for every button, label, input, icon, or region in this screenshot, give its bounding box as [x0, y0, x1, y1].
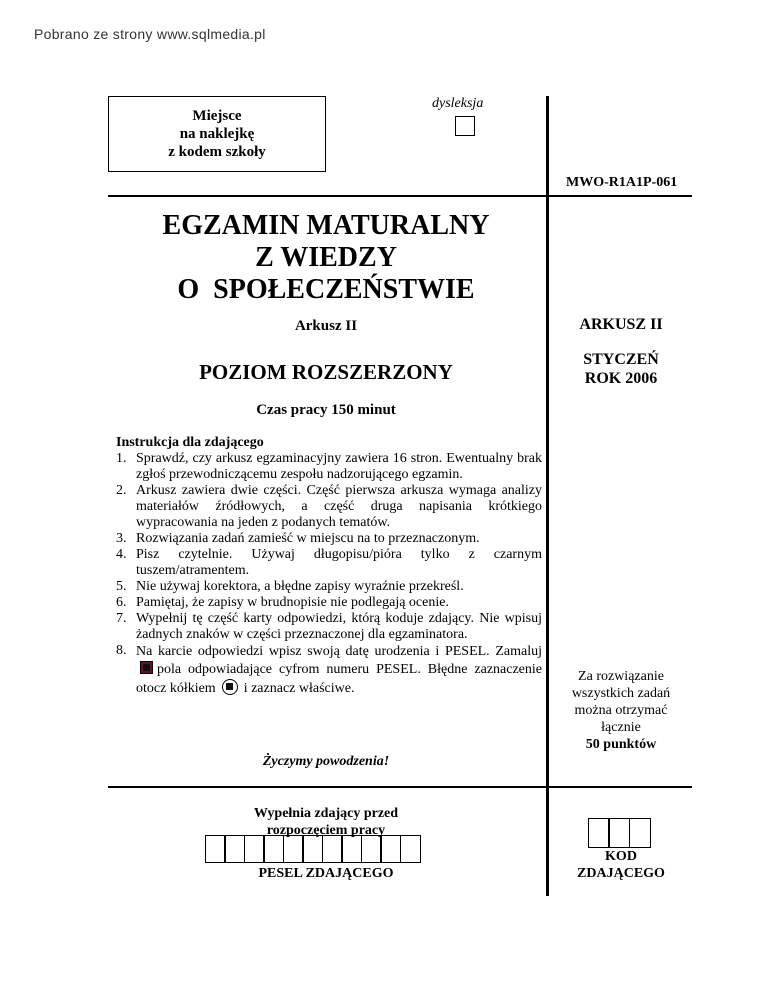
- instruction-text: Sprawdź, czy arkusz egzaminacyjny zawiera 16 stron. Ewentualny brak zgłoś przewodniczącemu zespołu nadzorującego egzamin.: [136, 451, 542, 482]
- right-sheet-label: ARKUSZ II: [579, 316, 663, 333]
- pesel-digit-cell[interactable]: [302, 835, 323, 863]
- points-line-3: można otrzymać: [574, 703, 668, 718]
- instruction-number: 5.: [116, 579, 127, 594]
- instruction-item: [116, 547, 542, 579]
- instructions-heading: Instrukcja dla zdającego: [116, 435, 264, 450]
- source-note[interactable]: Pobrano ze strony www.sqlmedia.pl: [34, 26, 266, 42]
- instruction-number: 2.: [116, 483, 127, 498]
- exam-code: MWO-R1A1P-061: [566, 175, 678, 190]
- pesel-label: PESEL ZDAJĄCEGO: [258, 866, 394, 881]
- points-line-1: Za rozwiązanie: [578, 669, 664, 684]
- instructions: [116, 435, 542, 698]
- fill-in-line-2: rozpoczęciem pracy: [266, 823, 386, 838]
- instruction-item: [116, 579, 542, 595]
- sheet-label: Arkusz II: [294, 318, 358, 334]
- student-code-label: [550, 848, 692, 882]
- instruction-text: Arkusz zawiera dwie części. Część pierwsza arkusza wymaga analizy materiałów źródłowych, a część druga napisania krótkiego wypracowania na jeden z podanych tematów.: [136, 483, 542, 530]
- instruction-number: 1.: [116, 451, 127, 466]
- instruction-number: 3.: [116, 531, 127, 546]
- filled-square-icon: [140, 661, 153, 674]
- pesel-digit-cell[interactable]: [400, 835, 421, 863]
- pesel-digit-cell[interactable]: [205, 835, 226, 863]
- points-line-2: wszystkich zadań: [571, 686, 671, 701]
- sticker-line-1: Miejsce: [192, 108, 242, 124]
- exam-title: [108, 210, 544, 306]
- pesel-digit-cell[interactable]: [341, 835, 362, 863]
- instruction-8-part-2: pola odpowiadające cyfrom numeru PESEL. Błędne zaznaczenie otocz kółkiem: [136, 662, 542, 696]
- title-line-3: O SPOŁECZEŃSTWIE: [177, 274, 475, 305]
- pesel-grid: [206, 835, 421, 863]
- student-code-cell[interactable]: [608, 818, 630, 848]
- instruction-8-part-1: Na karcie odpowiedzi wpisz swoją datę urodzenia i PESEL. Zamaluj: [136, 644, 542, 659]
- instruction-item: [116, 451, 542, 483]
- exam-time: Czas pracy 150 minut: [256, 402, 396, 418]
- pesel-digit-cell[interactable]: [263, 835, 284, 863]
- instruction-text: Pamiętaj, że zapisy w brudnopisie nie podlegają ocenie.: [136, 595, 449, 610]
- exam-level: POZIOM ROZSZERZONY: [199, 360, 453, 384]
- top-horizontal-divider: [108, 195, 692, 197]
- exam-date-year: ROK 2006: [584, 370, 658, 387]
- exam-date-month: STYCZEŃ: [583, 351, 659, 368]
- pesel-digit-cell[interactable]: [244, 835, 265, 863]
- instruction-item: [116, 595, 542, 611]
- student-code-label-line-1: KOD: [605, 849, 637, 864]
- instruction-item: [116, 483, 542, 531]
- dyslexia-label: dysleksja: [432, 96, 484, 111]
- school-sticker-box: [108, 96, 326, 172]
- fill-in-label: [206, 805, 446, 839]
- instruction-number: 6.: [116, 595, 127, 610]
- dyslexia-checkbox[interactable]: [455, 116, 475, 136]
- student-code-grid: [589, 818, 651, 848]
- good-luck-message: Życzymy powodzenia!: [262, 754, 390, 769]
- instruction-item-8: [116, 643, 542, 698]
- pesel-digit-cell[interactable]: [361, 835, 382, 863]
- pesel-digit-cell[interactable]: [322, 835, 343, 863]
- student-code-cell[interactable]: [629, 818, 651, 848]
- instruction-text: [136, 643, 542, 698]
- pesel-digit-cell[interactable]: [224, 835, 245, 863]
- circled-square-icon: [222, 679, 238, 695]
- title-line-2: Z WIEDZY: [255, 242, 397, 273]
- points-info: [550, 668, 692, 753]
- instruction-number: 8.: [116, 643, 127, 658]
- sticker-line-2: na naklejkę: [179, 126, 255, 142]
- instruction-text: Pisz czytelnie. Używaj długopisu/pióra tylko z czarnym tuszem/atramentem.: [136, 547, 542, 578]
- sticker-line-3: z kodem szkoły: [168, 144, 266, 160]
- pesel-digit-cell[interactable]: [380, 835, 401, 863]
- student-code-cell[interactable]: [588, 818, 610, 848]
- exam-date: [550, 350, 692, 388]
- instruction-8-part-3: i zaznacz właściwe.: [243, 681, 355, 696]
- student-code-label-line-2: ZDAJĄCEGO: [577, 866, 665, 881]
- instruction-text: Rozwiązania zadań zamieść w miejscu na to przeznaczonym.: [136, 531, 480, 546]
- instruction-item: [116, 531, 542, 547]
- instruction-number: 7.: [116, 611, 127, 626]
- pesel-digit-cell[interactable]: [283, 835, 304, 863]
- points-total: 50 punktów: [585, 737, 657, 752]
- fill-in-line-1: Wypełnia zdający przed: [253, 806, 399, 821]
- instruction-text: Nie używaj korektora, a błędne zapisy wyraźnie przekreśl.: [136, 579, 464, 594]
- title-line-1: EGZAMIN MATURALNY: [162, 210, 490, 241]
- instruction-text: Wypełnij tę część karty odpowiedzi, którą koduje zdający. Nie wpisuj żadnych znaków w części przeznaczonej dla egzaminatora.: [136, 611, 542, 642]
- instruction-number: 4.: [116, 547, 127, 562]
- bottom-horizontal-divider: [108, 786, 692, 788]
- points-line-4: łącznie: [601, 720, 641, 735]
- instruction-item: [116, 611, 542, 643]
- vertical-divider: [546, 96, 549, 896]
